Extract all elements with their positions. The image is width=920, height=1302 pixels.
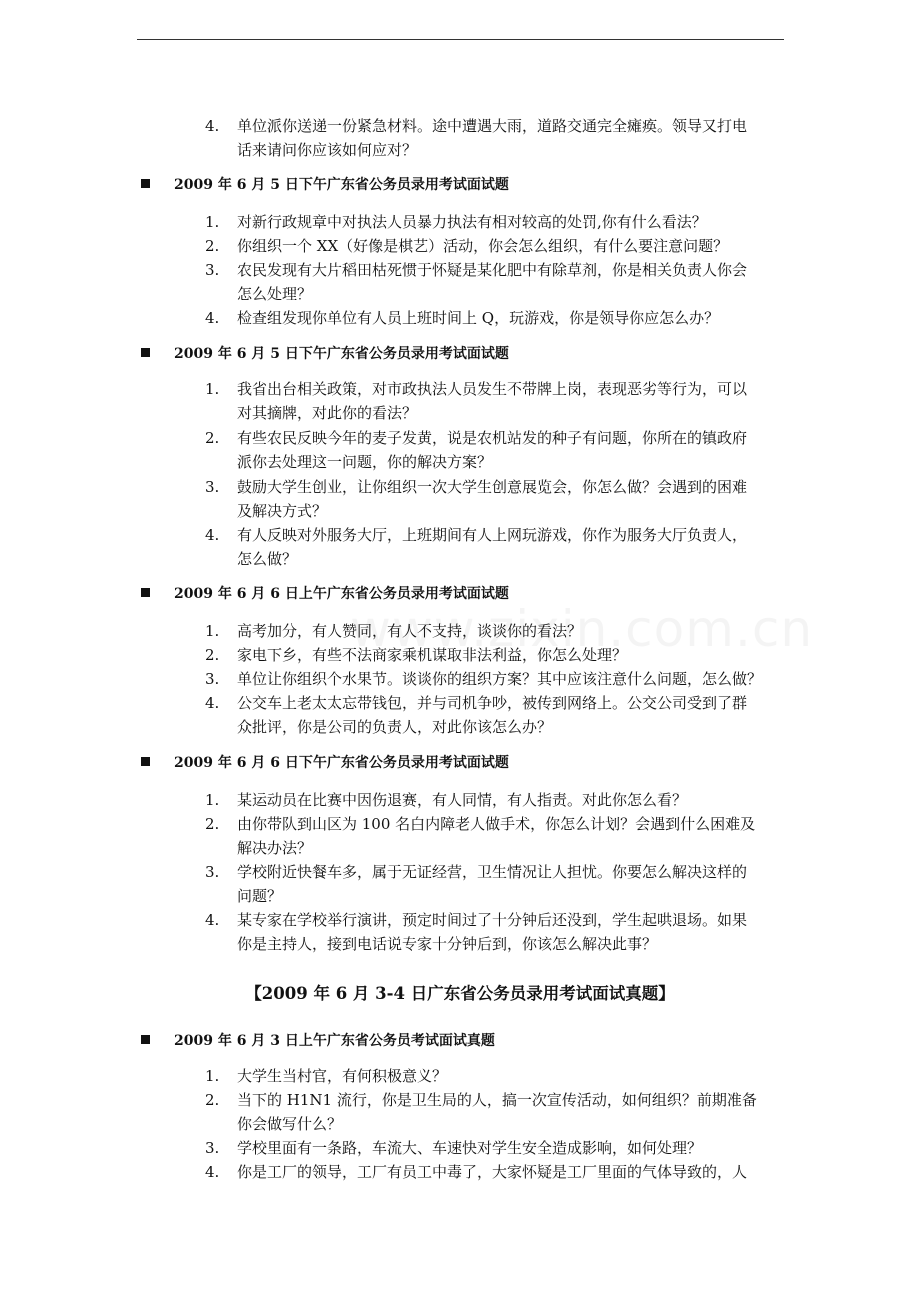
item-line: 怎么处理？ — [237, 285, 313, 303]
item-number: 4. — [205, 694, 220, 712]
item-line: 派你去处理这一问题，你的解决方案？ — [237, 453, 493, 471]
item-line: 对新行政规章中对执法人员暴力执法有相对较高的处罚,你有什么看法？ — [237, 213, 707, 231]
item-text — [237, 426, 785, 474]
item-line: 高考加分，有人赞同，有人不支持，谈谈你的看法？ — [237, 622, 583, 640]
item-line: 问题？ — [237, 887, 283, 905]
square-bullet-icon — [141, 179, 150, 188]
square-bullet-icon — [141, 1035, 150, 1044]
item-line: 众批评，你是公司的负责人，对此你该怎么办？ — [237, 718, 553, 736]
item-line: 你会做写什么？ — [237, 1115, 343, 1133]
item-text — [237, 258, 785, 306]
item-number: 2. — [205, 646, 220, 664]
square-bullet-icon — [141, 757, 150, 766]
item-number: 4. — [205, 526, 220, 544]
item-line: 单位派你送递一份紧急材料。途中遭遇大雨，道路交通完全瘫痪。领导又打电 — [237, 117, 748, 135]
square-bullet-icon — [141, 348, 150, 357]
section-heading — [141, 344, 509, 364]
item-line: 由你带队到山区为 100 名白内障老人做手术，你怎么计划？会遇到什么困难及 — [237, 815, 756, 833]
item-line: 家电下乡，有些不法商家乘机谋取非法利益，你怎么处理？ — [237, 646, 628, 664]
item-text — [237, 377, 785, 425]
item-line: 你是工厂的领导，工厂有员工中毒了，大家怀疑是工厂里面的气体导致的，人 — [237, 1163, 748, 1181]
item-text — [237, 908, 785, 956]
item-number: 2. — [205, 237, 220, 255]
item-text — [237, 210, 785, 234]
item-line: 公交车上老太太忘带钱包，并与司机争吵，被传到网络上。公交公司受到了群 — [237, 694, 748, 712]
item-text — [237, 523, 785, 571]
item-line: 有人反映对外服务大厅，上班期间有人上网玩游戏，你作为服务大厅负责人， — [237, 526, 748, 544]
item-line: 学校附近快餐车多，属于无证经营，卫生情况让人担忧。你要怎么解决这样的 — [237, 863, 748, 881]
section-heading — [141, 1031, 495, 1051]
item-text — [237, 788, 785, 812]
item-number: 2. — [205, 815, 220, 833]
item-line: 怎么做？ — [237, 550, 298, 568]
page-title: 【2009 年 6 月 3-4 日广东省公务员录用考试面试真题】 — [245, 984, 675, 1003]
section-heading — [141, 175, 509, 195]
section-heading-text: 2009 年 6 月 5 日下午广东省公务员录用考试面试题 — [174, 177, 509, 193]
item-line: 学校里面有一条路，车流大、车速快对学生安全造成影响，如何处理？ — [237, 1139, 703, 1157]
section-heading-text: 2009 年 6 月 6 日下午广东省公务员录用考试面试题 — [174, 755, 509, 771]
item-text — [237, 306, 785, 330]
item-text — [237, 667, 785, 691]
section-heading — [141, 753, 509, 773]
item-line: 某专家在学校举行演讲，预定时间过了十分钟后还没到，学生起哄退场。如果 — [237, 911, 748, 929]
item-line: 我省出台相关政策，对市政执法人员发生不带牌上岗，表现恶劣等行为，可以 — [237, 380, 748, 398]
item-number: 3. — [205, 261, 220, 279]
item-line: 对其摘牌，对此你的看法？ — [237, 404, 418, 422]
item-line: 某运动员在比赛中因伤退赛，有人同情，有人指责。对此你怎么看？ — [237, 791, 688, 809]
item-number: 3. — [205, 1139, 220, 1157]
item-number: 2. — [205, 1091, 220, 1109]
item-line: 当下的 H1N1 流行，你是卫生局的人，搞一次宣传活动，如何组织？前期准备 — [237, 1091, 757, 1109]
header-rule — [137, 39, 784, 40]
item-number: 1. — [205, 213, 220, 231]
item-number: 1. — [205, 1067, 220, 1085]
item-text — [237, 234, 785, 258]
item-line: 大学生当村官，有何积极意义？ — [237, 1067, 448, 1085]
item-number: 3. — [205, 478, 220, 496]
list-item — [205, 114, 785, 162]
item-line: 单位让你组织个水果节。谈谈你的组织方案？其中应该注意什么问题，怎么做？ — [237, 670, 763, 688]
item-text — [237, 643, 785, 667]
item-line: 话来请问你应该如何应对？ — [237, 141, 418, 159]
item-number: 1. — [205, 791, 220, 809]
item-text — [237, 812, 785, 860]
item-text — [237, 1136, 785, 1160]
item-number: 4. — [205, 117, 220, 135]
section-heading-text: 2009 年 6 月 6 日上午广东省公务员录用考试面试题 — [174, 586, 509, 602]
item-text — [237, 475, 785, 523]
item-text — [237, 860, 785, 908]
item-line: 鼓励大学生创业，让你组织一次大学生创意展览会，你怎么做？会遇到的困难 — [237, 478, 748, 496]
section-heading — [141, 584, 509, 604]
item-text — [237, 1064, 785, 1088]
item-text — [237, 691, 785, 739]
item-number: 1. — [205, 380, 220, 398]
item-line: 检查组发现你单位有人员上班时间上 Q，玩游戏，你是领导你应怎么办？ — [237, 309, 720, 327]
item-number: 1. — [205, 622, 220, 640]
square-bullet-icon — [141, 588, 150, 597]
item-line: 你组织一个 XX（好像是棋艺）活动，你会怎么组织，有什么要注意问题？ — [237, 237, 729, 255]
item-text — [237, 1088, 785, 1136]
item-line: 你是主持人，接到电话说专家十分钟后到，你该怎么解决此事？ — [237, 935, 658, 953]
item-number: 4. — [205, 911, 220, 929]
item-line: 解决办法？ — [237, 839, 313, 857]
section-heading-text: 2009 年 6 月 5 日下午广东省公务员录用考试面试题 — [174, 346, 509, 362]
item-line: 及解决方式？ — [237, 502, 328, 520]
item-number: 3. — [205, 863, 220, 881]
item-number: 4. — [205, 309, 220, 327]
item-line: 有些农民反映今年的麦子发黄，说是农机站发的种子有问题，你所在的镇政府 — [237, 429, 748, 447]
item-number: 3. — [205, 670, 220, 688]
item-number: 4. — [205, 1163, 220, 1181]
section-heading-text: 2009 年 6 月 3 日上午广东省公务员考试面试真题 — [174, 1033, 495, 1049]
item-text — [237, 619, 785, 643]
item-number: 2. — [205, 429, 220, 447]
item-text — [237, 1160, 785, 1184]
item-text — [237, 114, 785, 162]
item-line: 农民发现有大片稻田枯死惯于怀疑是某化肥中有除草剂，你是相关负责人你会 — [237, 261, 748, 279]
